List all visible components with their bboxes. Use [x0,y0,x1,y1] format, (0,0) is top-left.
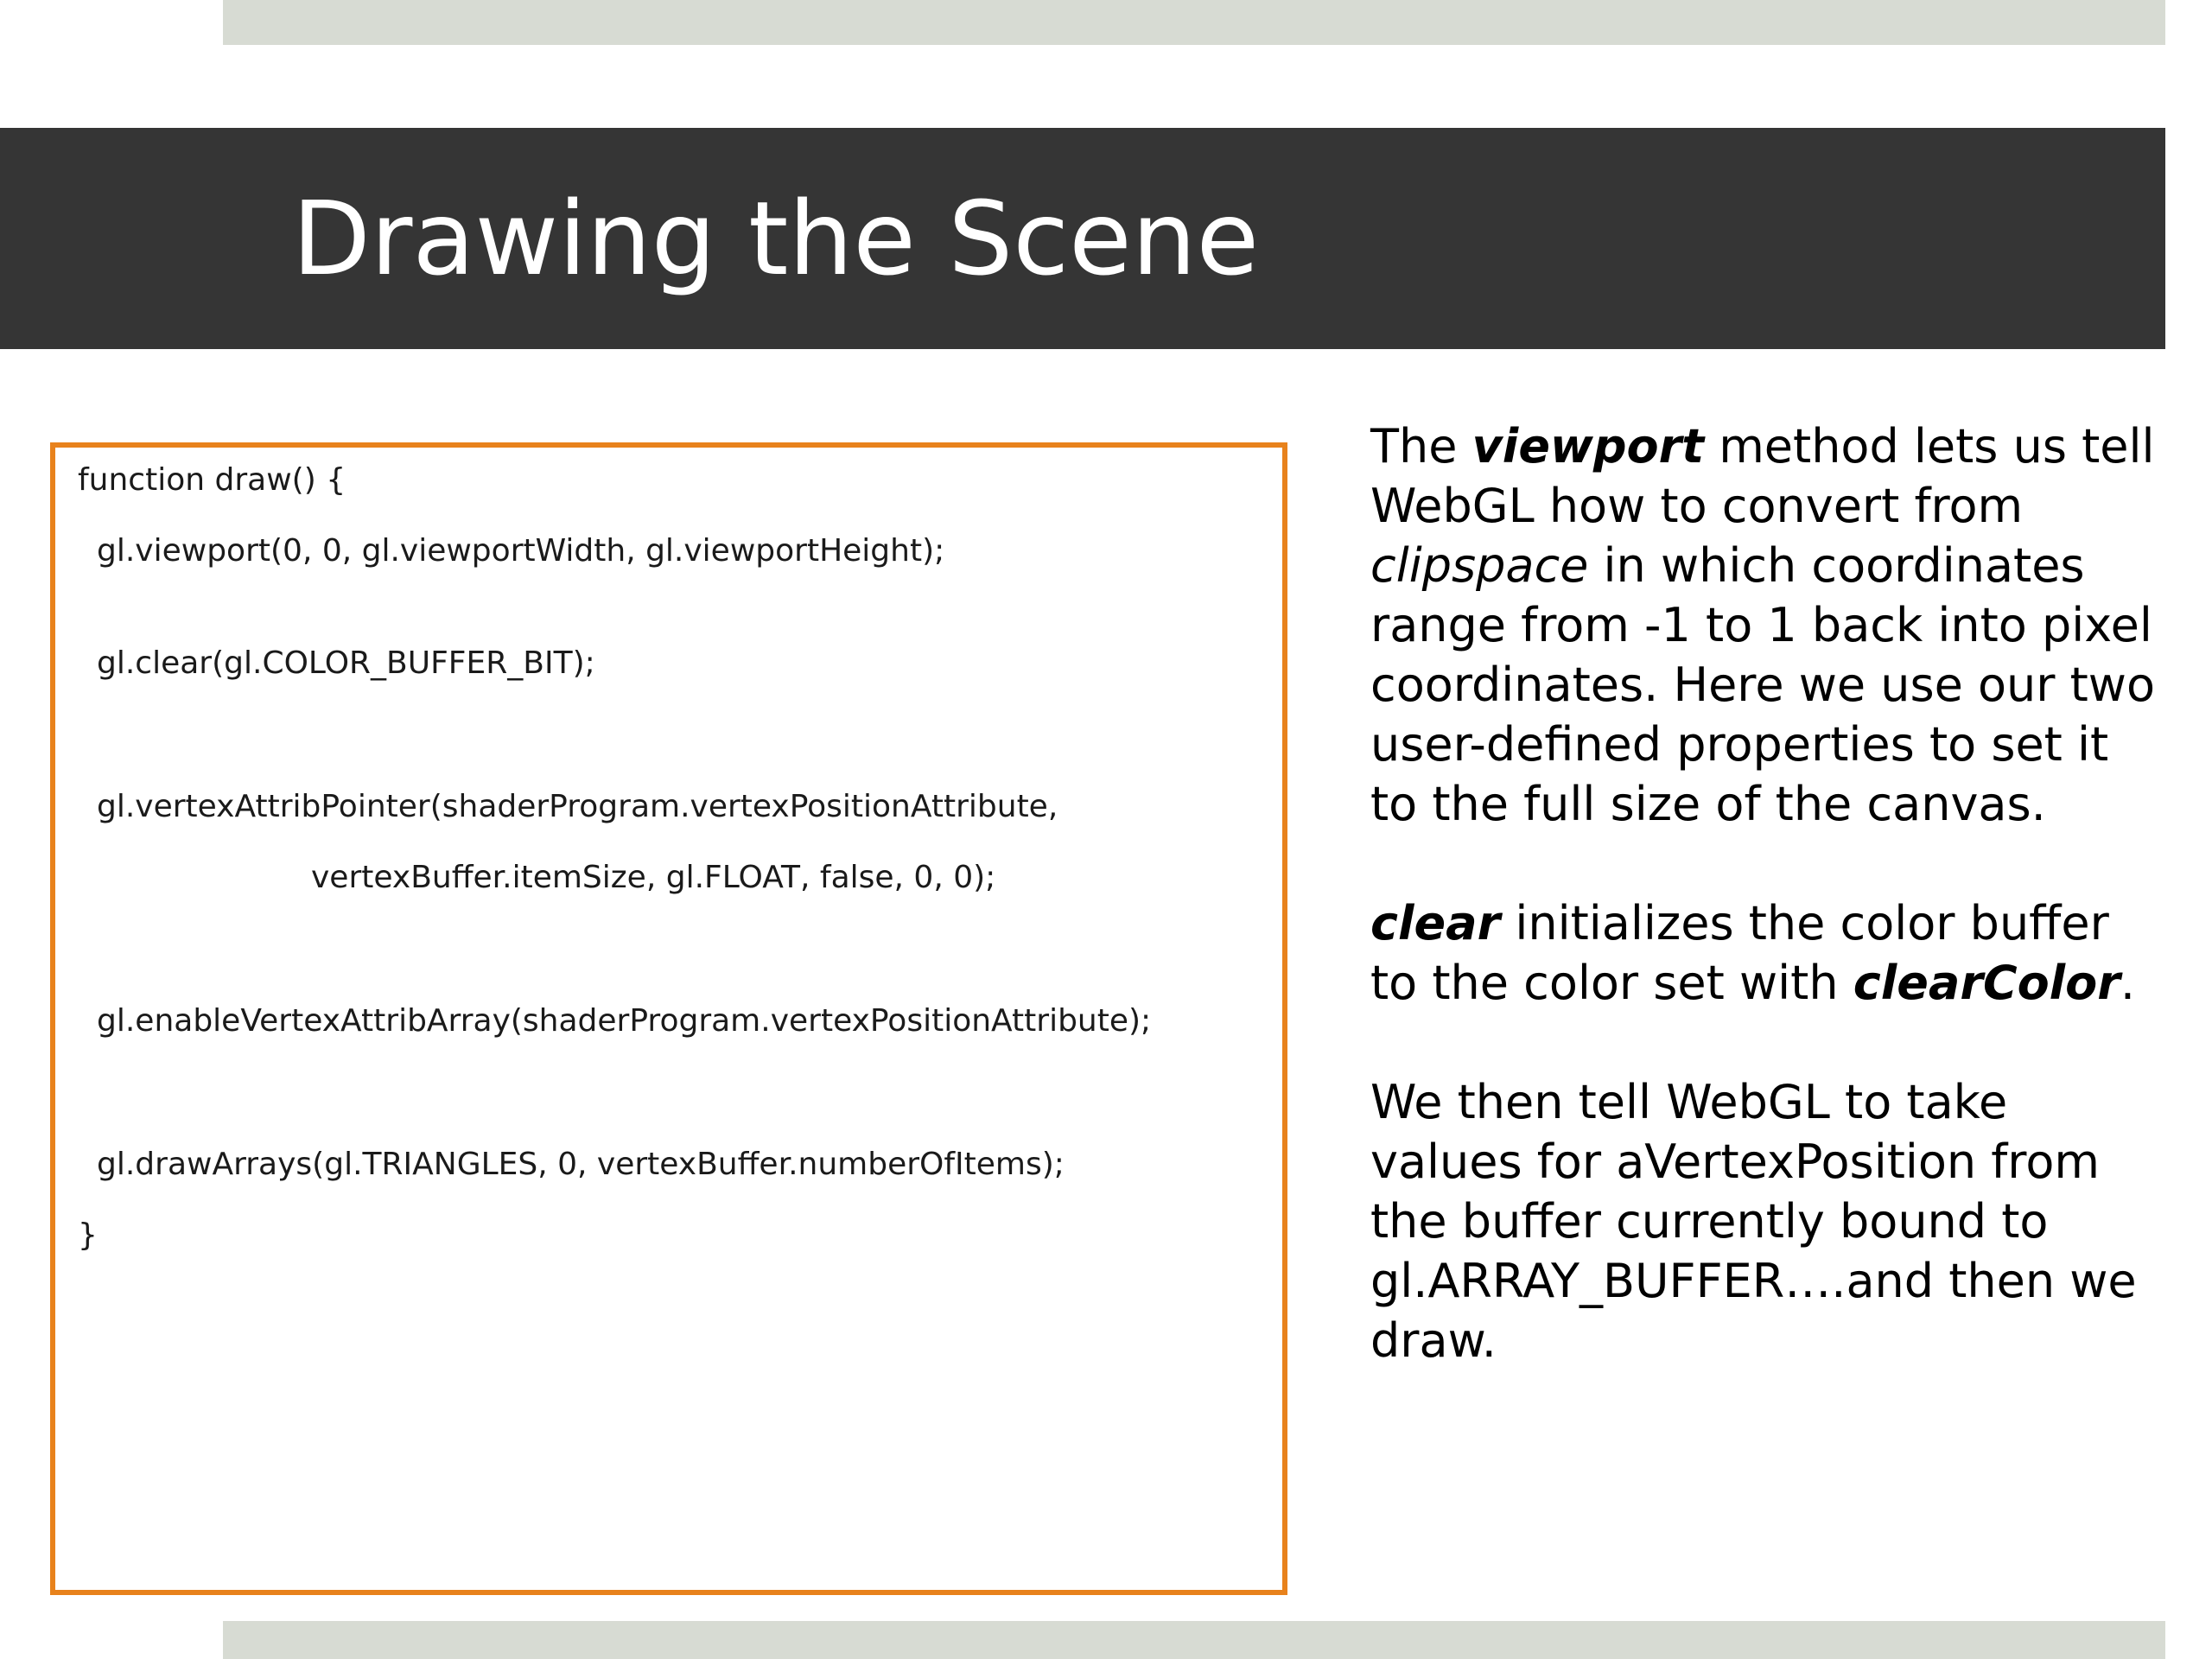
viewport-paragraph: The viewport method lets us tell WebGL how to convert from clipspace in which coordinates range from -1 to 1 back into pixel coordinates. Here we use our two user-defined properties to set it to the full size of the canvas. [1370,419,2156,831]
code-line: vertexBuffer.itemSize, gl.FLOAT, false, 0, 0); [311,860,996,895]
bottom-decorative-band [223,1621,2165,1659]
clearcolor-term: clearColor [1853,956,2120,1010]
slide-title: Drawing the Scene [292,179,1260,298]
code-line: gl.enableVertexAttribArray(shaderProgram.vertexPositionAttribute); [97,1003,1152,1039]
clear-term: clear [1370,896,1501,950]
code-line: gl.drawArrays(gl.TRIANGLES, 0, vertexBuffer.numberOfItems); [97,1147,1065,1182]
code-line: gl.viewport(0, 0, gl.viewportWidth, gl.viewportHeight); [97,533,945,569]
code-line: gl.vertexAttribPointer(shaderProgram.vertexPositionAttribute, [97,789,1058,824]
code-box [50,442,1287,1595]
code-line: gl.clear(gl.COLOR_BUFFER_BIT); [97,645,595,681]
code-line: } [78,1217,98,1253]
explanation-text [1370,416,2165,1430]
draw-paragraph: We then tell WebGL to take values for aVertexPosition from the buffer currently bound to gl.ARRAY_BUFFER….and then we draw. [1370,1075,2137,1368]
code-line: function draw() { [78,462,346,498]
clear-paragraph: clear initializes the color buffer to the color set with clearColor. [1370,896,2136,1010]
clipspace-term: clipspace [1370,538,1589,593]
viewport-term: viewport [1471,419,1705,474]
top-decorative-band [223,0,2165,45]
